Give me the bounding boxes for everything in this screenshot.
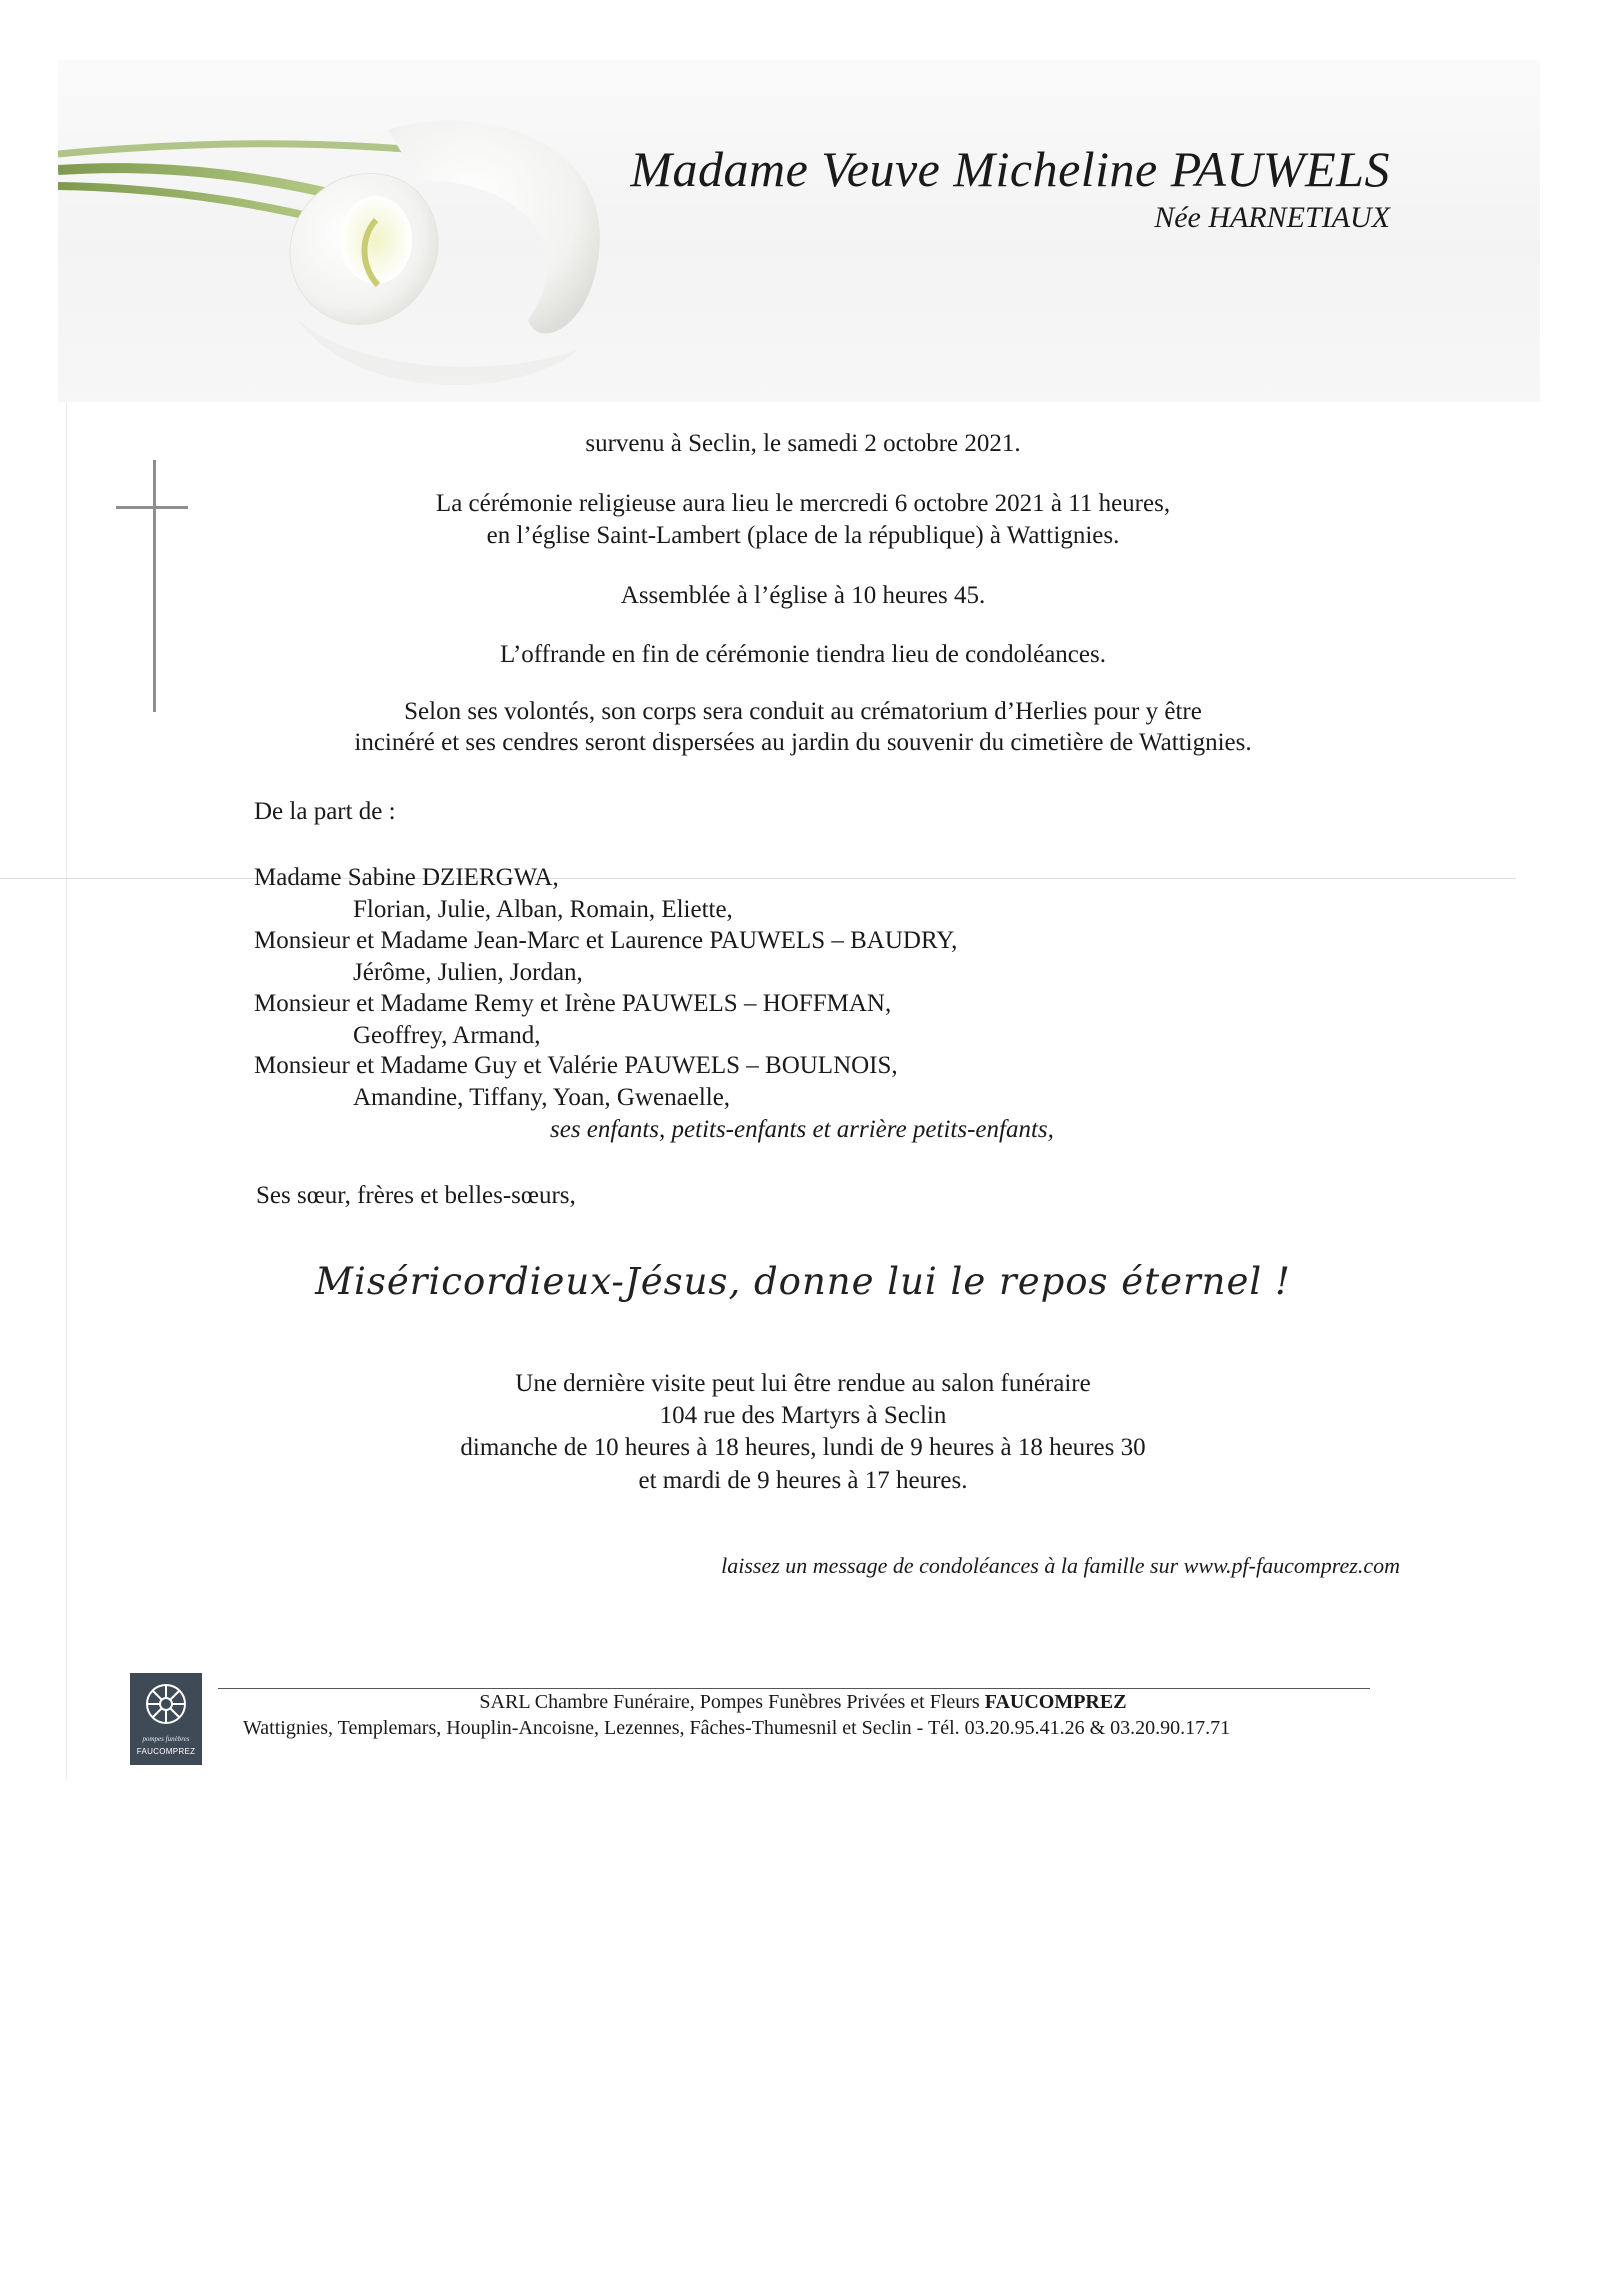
company-line: [0, 1691, 1606, 1714]
assembly-time: Assemblée à l’église à 10 heures 45.: [620, 582, 986, 609]
family-relation: ses enfants, petits-enfants et arrière petits-enfants,: [550, 1116, 1054, 1143]
page-title: Madame Veuve Micheline PAUWELS: [630, 141, 1390, 197]
scan-separator: [0, 878, 1516, 879]
company-prefix: SARL Chambre Funéraire, Pompes Funèbres Privées et Fleurs: [479, 1691, 985, 1713]
family-line: Monsieur et Madame Jean-Marc et Laurence PAUWELS – BAUDRY,: [254, 927, 958, 954]
prayer-line: Miséricordieux-Jésus, donne lui le repos éternel !: [315, 1260, 1291, 1303]
visit-line-4: et mardi de 9 heures à 17 heures.: [638, 1467, 968, 1494]
faucomprez-logo: [130, 1673, 202, 1765]
visit-line-2: 104 rue des Martyrs à Seclin: [659, 1402, 947, 1429]
logo-name: FAUCOMPREZ: [136, 1747, 196, 1756]
wishes-line-2: incinéré et ses cendres seront dispersées au jardin du souvenir du cimetière de Wattignies.: [354, 729, 1252, 756]
family-line: Jérôme, Julien, Jordan,: [353, 959, 583, 986]
family-line: Monsieur et Madame Guy et Valérie PAUWELS – BOULNOIS,: [254, 1052, 898, 1079]
visit-line-3: dimanche de 10 heures à 18 heures, lundi de 9 heures à 18 heures 30: [460, 1434, 1146, 1461]
footer-rule: [218, 1688, 1370, 1689]
family-line: Geoffrey, Armand,: [353, 1022, 541, 1049]
family-line: Amandine, Tiffany, Yoan, Gwenaelle,: [353, 1084, 731, 1111]
condolences-message: laissez un message de condoléances à la famille sur www.pf-faucomprez.com: [721, 1553, 1400, 1578]
company-name: FAUCOMPREZ: [984, 1691, 1127, 1713]
family-line: Monsieur et Madame Remy et Irène PAUWELS – HOFFMAN,: [254, 990, 892, 1017]
maiden-name: Née HARNETIAUX: [1154, 201, 1390, 234]
company-locations: Wattignies, Templemars, Houplin-Ancoisne, Lezennes, Fâches-Thumesnil et Seclin - Tél. 03.20.95.41.26 & 03.20.90.17.71: [243, 1717, 1231, 1739]
wishes-line-1: Selon ses volontés, son corps sera conduit au crématorium d’Herlies pour y être: [404, 698, 1202, 725]
logo-script: pompes funèbres: [142, 1735, 190, 1743]
calla-lily-illustration: [58, 110, 678, 402]
ceremony-line-2: en l’église Saint-Lambert (place de la république) à Wattignies.: [486, 522, 1120, 549]
offering-note: L’offrande en fin de cérémonie tiendra lieu de condoléances.: [500, 641, 1106, 668]
ceremony-line-1: La cérémonie religieuse aura lieu le mercredi 6 octobre 2021 à 11 heures,: [435, 490, 1171, 517]
family-line: Florian, Julie, Alban, Romain, Eliette,: [353, 896, 733, 923]
siblings-line: Ses sœur, frères et belles-sœurs,: [256, 1182, 576, 1209]
visit-line-1: Une dernière visite peut lui être rendue au salon funéraire: [515, 1370, 1091, 1397]
family-line: Madame Sabine DZIERGWA,: [254, 864, 559, 891]
death-notice: survenu à Seclin, le samedi 2 octobre 2021.: [585, 430, 1021, 457]
family-intro: De la part de :: [254, 798, 396, 825]
